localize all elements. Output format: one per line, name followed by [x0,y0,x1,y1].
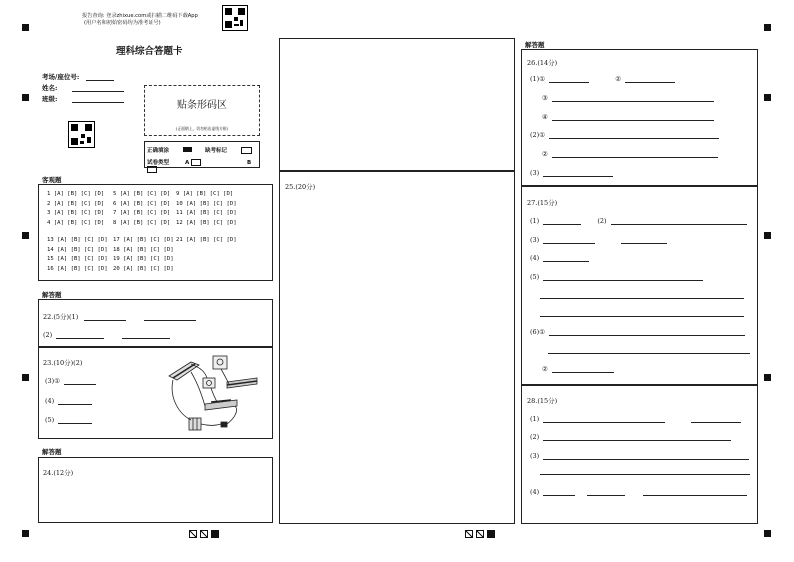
correct-fill-row [147,146,192,154]
absent-label: 缺考标记 [205,148,228,154]
q27-answer-3b[interactable] [621,235,667,244]
barcode-note: (正面朝上，切勿贴出虚线方框) [175,126,229,131]
q26-part2 [530,130,719,139]
q27-p3-label: (3) [530,236,540,244]
q27-answer-5a[interactable] [543,272,703,281]
q26-p1-label: (1)① [530,75,546,83]
q28-answer-4b[interactable] [587,487,625,496]
q27-p5-label: (5) [530,273,540,281]
objective-question-row[interactable]: 17 [A] [B] [C] [D] [113,237,174,243]
q26-c4-label: ④ [542,113,548,121]
timing-mark [764,232,771,239]
absent-checkbox[interactable] [241,147,252,154]
answer-area-blank [279,38,515,171]
objective-question-row[interactable]: 8 [A] [B] [C] [D] [113,219,171,226]
objective-section-label: 客观题 [42,176,62,184]
q26-p3-label: (3) [530,169,540,177]
objective-question-row[interactable]: 19 [A] [B] [C] [D] [113,256,174,263]
q26-answer-2a[interactable] [549,130,719,139]
q26-part2b [542,149,718,158]
circuit-apparatus-figure [161,352,261,434]
timing-mark [22,530,29,537]
q26-part3 [530,168,613,177]
timing-mark [764,530,771,537]
hatch-mark [465,530,473,538]
q23-part4 [45,396,92,405]
q28-label: 28.(15分) [527,397,558,405]
solid-mark [211,530,219,538]
q26-part1c [542,93,714,102]
q28-answer-4c[interactable] [643,487,747,496]
class-label: 班级: [42,95,58,103]
exam-seat-label: 考场/座位号: [42,73,80,81]
q27-part6b [542,364,614,373]
answers-section-label-3: 解答题 [525,41,545,49]
q28-part2 [530,432,731,441]
objective-question-row[interactable]: 5 [A] [B] [C] [D] [113,191,171,197]
q26-part1 [530,74,675,83]
q27-part5 [530,272,703,281]
q23-box [38,347,273,439]
paper-type-label: 试卷类型 [147,160,170,166]
q27-answer-6a[interactable] [549,327,745,336]
notice-line-1: 报告查询: 登录zhixue.com或扫描二维码下载App [82,13,198,19]
paper-type-a-label: A [184,160,190,166]
q27-answer-6c[interactable] [552,364,614,373]
q23-answer-3[interactable] [64,376,96,385]
objective-question-row[interactable]: 6 [A] [B] [C] [D] [113,200,171,207]
page-title: 理科综合答题卡 [116,46,183,57]
q27-answer-6b[interactable] [548,353,750,354]
objective-question-row[interactable]: 12 [A] [B] [C] [D] [176,219,237,226]
q23-p5-label: (5) [45,416,55,424]
q27-p6b-label: ② [542,365,548,373]
q22-answer-1b[interactable] [144,312,196,321]
q27-box [521,186,758,385]
q28-answer-3a[interactable] [543,451,749,460]
q27-part3 [530,235,667,244]
q28-p3-label: (3) [530,452,540,460]
q26-answer-1b[interactable] [625,74,675,83]
q26-answer-1a[interactable] [549,74,589,83]
q28-answer-4a[interactable] [543,487,575,496]
exam-seat-row [42,72,114,81]
q27-p1-label: (1) [530,217,540,225]
q23-p3-label: (3)① [45,377,61,385]
page-marker-right [465,530,495,538]
q23-answer-4[interactable] [58,396,92,405]
q27-part4 [530,253,589,262]
objective-question-row[interactable]: 3 [A] [B] [C] [D] [47,210,105,217]
answers-section-label-2: 解答题 [42,448,62,456]
q26-answer-2b[interactable] [552,149,718,158]
q27-answer-3a[interactable] [543,235,595,244]
objective-question-row[interactable]: 15 [A] [B] [C] [D] [47,256,108,263]
timing-mark [764,374,771,381]
q27-answer-1[interactable] [543,216,581,225]
objective-question-row[interactable]: 4 [A] [B] [C] [D] [47,219,105,226]
q23-label: 23.(10分)(2) [43,359,83,367]
q22-label: 22.(5分)(1) [43,313,79,321]
q22-answer-2[interactable] [56,330,104,339]
timing-mark [764,24,771,31]
q23-part3 [45,376,96,385]
q28-answer-2[interactable] [543,432,731,441]
q27-answer-5b[interactable] [540,298,744,299]
q22-part2 [43,330,170,339]
timing-mark [22,24,29,31]
q24-label: 24.(12分) [43,469,74,477]
q22-answer-2b[interactable] [122,330,170,339]
exam-seat-field[interactable] [86,72,114,81]
report-notice [82,12,198,26]
q27-part1 [530,216,747,225]
barcode-label: 贴条形码区 [177,100,227,111]
answers-section-label: 解答题 [42,291,62,299]
hatch-mark [476,530,484,538]
q26-c3-label: ③ [542,94,548,102]
timing-mark [22,232,29,239]
paper-type-row [147,158,259,173]
student-qr-code [68,121,95,148]
q23-answer-5[interactable] [58,415,92,424]
objective-question-row[interactable]: 2 [A] [B] [C] [D] [47,200,105,207]
paper-type-b-box[interactable] [147,166,157,173]
objective-box [38,184,273,281]
q27-answer-5c[interactable] [540,316,744,317]
name-label: 姓名: [42,84,58,92]
q28-part4 [530,487,747,496]
q28-answer-3b[interactable] [540,474,750,475]
paper-type-b-label: B [247,160,252,166]
timing-mark [22,374,29,381]
objective-question-row[interactable]: 20 [A] [B] [C] [D] [113,265,174,272]
q28-part1 [530,414,741,423]
timing-mark [22,94,29,101]
objective-question-row[interactable]: 9 [A] [B] [C] [D] [176,191,234,197]
q28-p1-label: (1) [530,415,540,423]
q26-p2-label: (2)① [530,131,546,139]
q26-label: 26.(14分) [527,59,558,67]
q27-answer-4[interactable] [543,253,589,262]
q24-box [38,457,273,523]
q27-label: 27.(15分) [527,199,558,207]
app-qr-code [222,5,248,31]
q27-p2-label: (2) [597,217,607,225]
correct-fill-label: 正确填涂 [147,148,170,154]
objective-question-row[interactable]: 11 [A] [B] [C] [D] [176,210,237,217]
q22-p2-label: (2) [43,331,53,339]
q22-box [38,299,273,347]
notice-line-2: (用户名和初始密码均为准考证号) [84,20,161,26]
q28-p4-label: (4) [530,488,540,496]
q25-box [279,171,515,524]
q23-p4-label: (4) [45,397,55,405]
q26-answer-1d[interactable] [552,112,714,121]
q25-label: 25.(20分) [285,183,316,191]
fill-info-box [144,141,260,168]
q28-p2-label: (2) [530,433,540,441]
q26-p2b-label: ② [542,150,548,158]
q27-p6-label: (6)① [530,328,546,336]
hatch-mark [200,530,208,538]
objective-question-row[interactable]: 21 [A] [B] [C] [D] [176,237,237,243]
objective-question-row[interactable]: 13 [A] [B] [C] [D] [47,237,108,243]
q27-answer-2[interactable] [611,216,747,225]
paper-type-a-box[interactable] [191,159,201,166]
objective-question-row[interactable]: 18 [A] [B] [C] [D] [113,246,174,253]
objective-question-row[interactable]: 7 [A] [B] [C] [D] [113,210,171,217]
name-field[interactable] [72,83,124,92]
q26-box [521,49,758,186]
objective-question-row[interactable]: 16 [A] [B] [C] [D] [47,265,108,272]
q27-p4-label: (4) [530,254,540,262]
page-marker-left [189,530,219,538]
solid-mark [487,530,495,538]
q26-p1b-label: ② [615,75,622,83]
q26-answer-1c[interactable] [552,93,714,102]
objective-question-row[interactable]: 1 [A] [B] [C] [D] [47,191,105,197]
q23-part5 [45,415,92,424]
correct-fill-sample [183,147,192,152]
class-field[interactable] [72,94,124,103]
name-row [42,83,124,92]
q26-answer-3[interactable] [543,168,613,177]
hatch-mark [189,530,197,538]
class-row [42,94,124,103]
q26-part1d [542,112,714,121]
absent-row [205,146,252,154]
q28-answer-1b[interactable] [691,414,741,423]
barcode-area [144,85,260,136]
q28-answer-1a[interactable] [543,414,665,423]
q22-part1 [43,312,196,321]
q28-box [521,385,758,524]
objective-question-row[interactable]: 14 [A] [B] [C] [D] [47,246,108,253]
timing-mark [764,94,771,101]
q28-part3 [530,451,749,460]
objective-question-row[interactable]: 10 [A] [B] [C] [D] [176,200,237,207]
q22-answer-1[interactable] [84,312,126,321]
q27-part6 [530,327,745,336]
